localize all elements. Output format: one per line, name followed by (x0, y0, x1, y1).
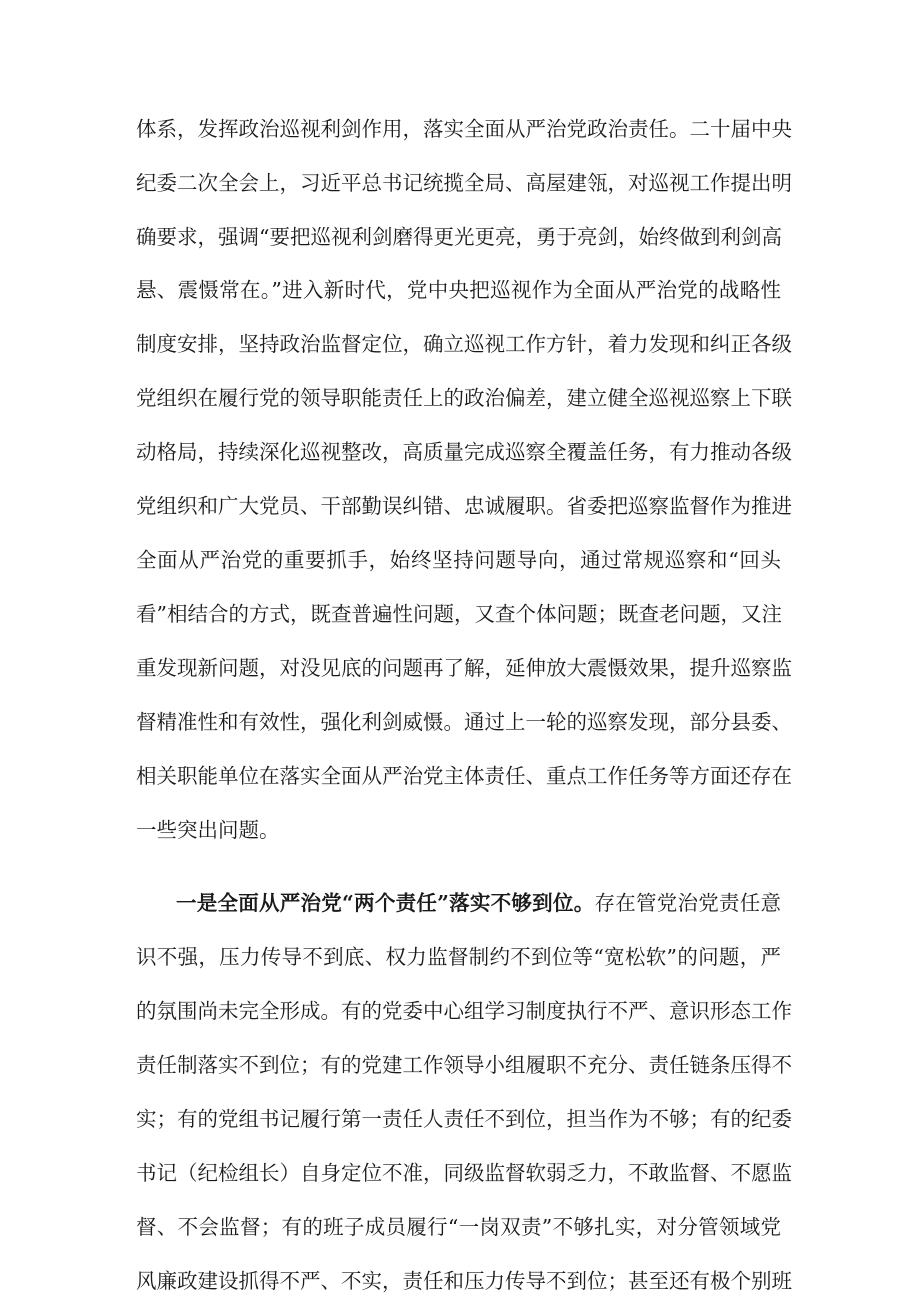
text-line: 风廉政建设抓得不严、不实，责任和压力传导不到位；甚至还有极个别班 (136, 1269, 792, 1293)
paragraph-first-line (176, 883, 781, 923)
text-line: 实；有的党组书记履行第一责任人责任不到位，担当作为不够；有的纪委 (136, 1107, 792, 1131)
text-line: 督、不会监督；有的班子成员履行“一岗双责”不够扎实，对分管领域党 (136, 1215, 781, 1239)
text-line: 督精准性和有效性，强化利剑威慑。通过上一轮的巡察发现，部分县委、 (136, 710, 792, 734)
text-line: 的氛围尚未完全形成。有的党委中心组学习制度执行不严、意识形态工作 (136, 999, 792, 1023)
text-line: 纪委二次全会上，习近平总书记统揽全局、高屋建瓴，对巡视工作提出明 (136, 171, 792, 195)
text-line: 制度安排，坚持政治监督定位，确立巡视工作方针，着力发现和纠正各级 (136, 332, 792, 356)
text-line: 看”相结合的方式，既查普遍性问题，又查个体问题；既查老问题，又注 (136, 602, 782, 626)
text-line: 悬、震慑常在。”进入新时代，党中央把巡视作为全面从严治党的战略性 (136, 278, 781, 302)
text-line: 书记（纪检组长）自身定位不准，同级监督软弱乏力，不敢监督、不愿监 (136, 1161, 792, 1185)
text-span: 存在管党治党责任意 (594, 891, 781, 915)
text-line: 责任制落实不到位；有的党建工作领导小组履职不充分、责任链条压得不 (136, 1053, 792, 1077)
text-line: 识不强，压力传导不到底、权力监督制约不到位等“宽松软”的问题，严 (136, 945, 781, 969)
text-line: 动格局，持续深化巡视整改，高质量完成巡察全覆盖任务，有力推动各级 (136, 440, 792, 464)
paragraph-lead-heading: 一是全面从严治党“两个责任”落实不够到位。 (176, 891, 595, 915)
text-line: 全面从严治党的重要抓手，始终坚持问题导向，通过常规巡察和“回头 (136, 548, 781, 572)
text-line: 党组织和广大党员、干部勤误纠错、忠诚履职。省委把巡察监督作为推进 (136, 494, 792, 518)
text-line: 体系，发挥政治巡视利剑作用，落实全面从严治党政治责任。二十届中央 (136, 117, 792, 141)
text-line: 党组织在履行党的领导职能责任上的政治偏差，建立健全巡视巡察上下联 (136, 386, 792, 410)
text-line: 一些突出问题。 (136, 818, 280, 842)
text-line: 相关职能单位在落实全面从严治党主体责任、重点工作任务等方面还存在 (136, 764, 792, 788)
text-line: 确要求，强调“要把巡视利剑磨得更光更亮，勇于亮剑，始终做到利剑高 (136, 225, 782, 249)
text-line: 重发现新问题，对没见底的问题再了解，延伸放大震慑效果，提升巡察监 (136, 656, 792, 680)
